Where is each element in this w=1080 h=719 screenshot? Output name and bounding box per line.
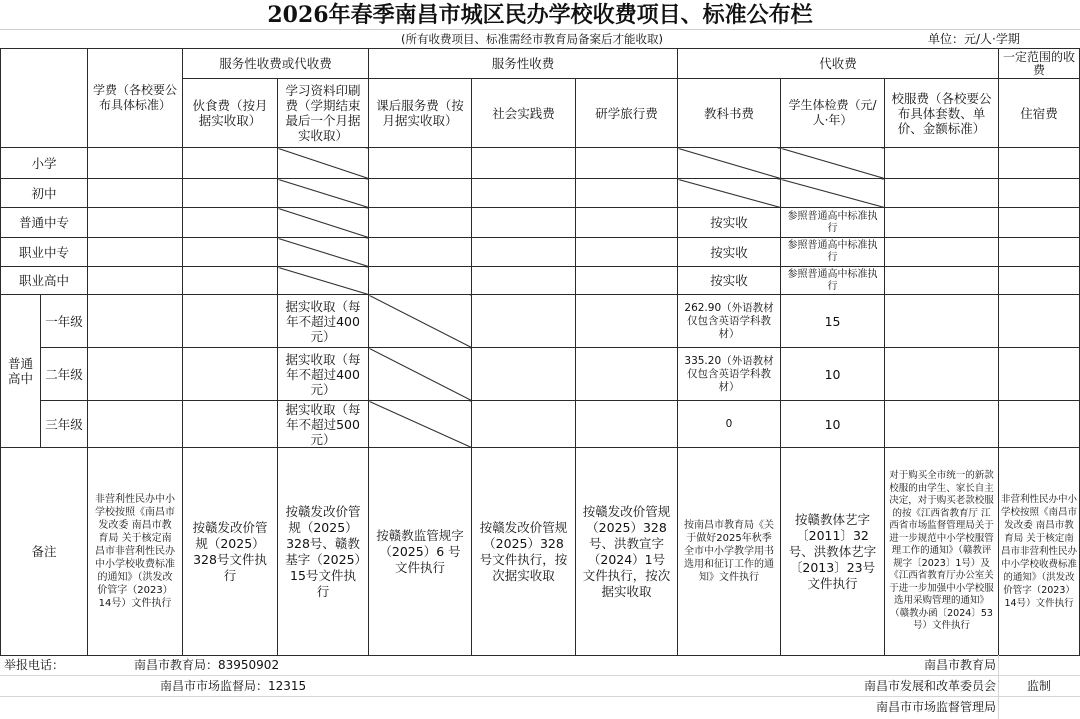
after-school-cell: [369, 267, 472, 295]
study-materials-cell: 据实收取（每年不超过400元）: [278, 295, 369, 348]
after-school-remark: 按赣教监管规字（2025）6 号文件执行: [369, 448, 472, 656]
study-tour-cell: [576, 267, 678, 295]
study-materials-cell: 据实收取（每年不超过400元）: [278, 348, 369, 401]
boarding-cell: [999, 295, 1080, 348]
boarding-cell: [999, 348, 1080, 401]
social-practice-cell: [472, 238, 576, 267]
senior-high-label: 普通高中: [1, 295, 41, 448]
corner-cell: [1, 49, 88, 148]
study-tour-cell: [576, 295, 678, 348]
hotline-education: 南昌市教育局：83950902: [134, 658, 280, 672]
org-education: 南昌市教育局: [923, 658, 996, 672]
row-label: 职业中专: [1, 238, 88, 267]
row-senior-grade-2: [1, 348, 1080, 401]
tuition-cell: [88, 267, 183, 295]
physical-exam-cell: [781, 148, 885, 179]
social-practice-header: 社会实践费: [472, 79, 576, 148]
study-tour-cell: [576, 348, 678, 401]
footer: [0, 655, 1080, 719]
after-school-cell: [369, 179, 472, 208]
textbooks-cell: 按实收: [678, 208, 781, 238]
tuition-cell: [88, 148, 183, 179]
subtitle-note: (所有收费项目、标准需经市教育局备案后才能收取): [401, 32, 663, 46]
meals-cell: [183, 179, 278, 208]
after-school-cell: [369, 238, 472, 267]
physical-exam-cell: 参照普通高中标准执行: [781, 208, 885, 238]
boarding-cell: [999, 179, 1080, 208]
supervision-label: 监制: [1026, 679, 1051, 693]
physical-exam-cell: 参照普通高中标准执行: [781, 267, 885, 295]
textbooks-cell: 262.90（外语教材仅包含英语学科教材）: [678, 295, 781, 348]
uniform-cell: [885, 267, 999, 295]
org-market: 南昌市市场监督管理局: [875, 700, 996, 714]
row-general-secondary-specialized: [1, 208, 1080, 238]
row-remarks: [1, 448, 1080, 656]
after-school-cell: [369, 401, 472, 448]
fee-table: [0, 48, 1080, 656]
after-school-cell: [369, 295, 472, 348]
uniform-cell: [885, 238, 999, 267]
tuition-cell: [88, 208, 183, 238]
row-senior-grade-1: [1, 295, 1080, 348]
service-or-collected-group-header: 服务性收费或代收费: [183, 49, 369, 79]
after-school-cell: [369, 208, 472, 238]
textbooks-cell: [678, 148, 781, 179]
row-label: 初中: [1, 179, 88, 208]
social-practice-cell: [472, 348, 576, 401]
row-vocational-high: [1, 267, 1080, 295]
service-group-header: 服务性收费: [369, 49, 678, 79]
meals-cell: [183, 401, 278, 448]
footer-row-1: [0, 655, 1080, 676]
study-materials-cell: [278, 267, 369, 295]
boarding-cell: [999, 267, 1080, 295]
meals-remark: 按赣发改价管规（2025）328号文件执行: [183, 448, 278, 656]
meals-cell: [183, 148, 278, 179]
footer-divider: [998, 655, 999, 719]
study-tour-header: 研学旅行费: [576, 79, 678, 148]
grade-label: 一年级: [41, 295, 88, 348]
study-materials-remark: 按赣发改价管规（2025）328号、赣教基字（2025）15号文件执行: [278, 448, 369, 656]
scoped-group-header: 一定范围的收费: [999, 49, 1080, 79]
boarding-cell: [999, 148, 1080, 179]
physical-exam-cell: 10: [781, 401, 885, 448]
social-practice-cell: [472, 295, 576, 348]
tuition-cell: [88, 401, 183, 448]
tuition-cell: [88, 348, 183, 401]
physical-exam-cell: [781, 179, 885, 208]
study-tour-cell: [576, 179, 678, 208]
header-group-row: [1, 49, 1080, 79]
grade-label: 三年级: [41, 401, 88, 448]
physical-exam-cell: 15: [781, 295, 885, 348]
after-school-cell: [369, 148, 472, 179]
study-tour-cell: [576, 148, 678, 179]
row-primary: [1, 148, 1080, 179]
uniform-cell: [885, 179, 999, 208]
uniform-cell: [885, 348, 999, 401]
collected-group-header: 代收费: [678, 49, 999, 79]
uniform-cell: [885, 208, 999, 238]
page-title: 2026年春季南昌市城区民办学校收费项目、标准公布栏: [0, 0, 1080, 30]
textbooks-remark: 按南昌市教育局《关于做好2025年秋季全市中小学教学用书选用和征订工作的通知》文件执行: [678, 448, 781, 656]
textbooks-cell: 按实收: [678, 267, 781, 295]
study-materials-cell: [278, 148, 369, 179]
footer-row-2: [0, 676, 1080, 697]
row-label: 职业高中: [1, 267, 88, 295]
tuition-cell: [88, 179, 183, 208]
physical-exam-cell: 10: [781, 348, 885, 401]
row-label: 普通中专: [1, 208, 88, 238]
study-tour-cell: [576, 238, 678, 267]
boarding-cell: [999, 208, 1080, 238]
meals-cell: [183, 295, 278, 348]
after-school-cell: [369, 348, 472, 401]
uniform-header: 校服费（各校要公布具体套数、单价、金额标准）: [885, 79, 999, 148]
physical-exam-cell: 参照普通高中标准执行: [781, 238, 885, 267]
textbooks-cell: 335.20（外语教材仅包含英语学科教材）: [678, 348, 781, 401]
study-materials-header: 学习资料印刷费（学期结束最后一个月据实收取）: [278, 79, 369, 148]
study-materials-cell: [278, 238, 369, 267]
study-materials-cell: [278, 208, 369, 238]
textbooks-cell: [678, 179, 781, 208]
meals-header: 伙食费（按月据实收取）: [183, 79, 278, 148]
hotline-market: 南昌市市场监督局：12315: [160, 679, 307, 693]
study-tour-cell: [576, 208, 678, 238]
row-senior-grade-3: [1, 401, 1080, 448]
footer-row-3: [0, 697, 1080, 719]
textbooks-cell: 0: [678, 401, 781, 448]
tuition-header: 学费（各校要公布具体标准）: [88, 49, 183, 148]
meals-cell: [183, 208, 278, 238]
org-development: 南昌市发展和改革委员会: [863, 679, 996, 693]
textbooks-header: 教科书费: [678, 79, 781, 148]
uniform-cell: [885, 148, 999, 179]
social-practice-cell: [472, 401, 576, 448]
social-practice-cell: [472, 208, 576, 238]
grade-label: 二年级: [41, 348, 88, 401]
remarks-label: 备注: [1, 448, 88, 656]
social-practice-cell: [472, 148, 576, 179]
boarding-header: 住宿费: [999, 79, 1080, 148]
tuition-remark: 非营利性民办中小学校按照《南昌市发改委 南昌市教育局 关于核定南昌市非营利性民办中小学校收费标准的通知》（洪发改价管字（2023）14号）文件执行: [88, 448, 183, 656]
meals-cell: [183, 348, 278, 401]
after-school-header: 课后服务费（按月据实收取）: [369, 79, 472, 148]
subtitle-row: [0, 30, 1080, 48]
study-materials-cell: [278, 179, 369, 208]
uniform-remark: 对于购买全市统一的新款校服的由学生、家长自主决定，对于购买老款校服的按《江西省教育厅 江西省市场监督管理局关于进一步规范中小学校服管理工作的通知》（赣教评规字〔2023〕1号）及《江西省教育厅办公室关于进一步加强中小学校服选用采购管理的通知》（赣教办函〔2024〕53号）文件执行: [885, 448, 999, 656]
tuition-cell: [88, 295, 183, 348]
boarding-remark: 非营利性民办中小学校按照《南昌市发改委 南昌市教育局 关于核定南昌市非营利性民办中小学校收费标准的通知》（洪发改价管字（2023）14号）文件执行: [999, 448, 1080, 656]
tuition-cell: [88, 238, 183, 267]
uniform-cell: [885, 401, 999, 448]
row-vocational-secondary: [1, 238, 1080, 267]
boarding-cell: [999, 401, 1080, 448]
row-junior: [1, 179, 1080, 208]
study-tour-remark: 按赣发改价管规（2025）328号、洪教宣字（2024）1号文件执行，按次据实收取: [576, 448, 678, 656]
hotline-label: 举报电话：: [4, 658, 65, 672]
unit-label: 单位：元/人·学期: [928, 32, 1020, 46]
physical-exam-remark: 按赣教体艺字〔2011〕32号、洪教体艺字〔2013〕23号文件执行: [781, 448, 885, 656]
social-practice-cell: [472, 179, 576, 208]
study-materials-cell: 据实收取（每年不超过500元）: [278, 401, 369, 448]
textbooks-cell: 按实收: [678, 238, 781, 267]
row-label: 小学: [1, 148, 88, 179]
social-practice-remark: 按赣发改价管规（2025）328号文件执行，按次据实收取: [472, 448, 576, 656]
study-tour-cell: [576, 401, 678, 448]
physical-exam-header: 学生体检费（元/人·年）: [781, 79, 885, 148]
social-practice-cell: [472, 267, 576, 295]
boarding-cell: [999, 238, 1080, 267]
uniform-cell: [885, 295, 999, 348]
meals-cell: [183, 267, 278, 295]
meals-cell: [183, 238, 278, 267]
